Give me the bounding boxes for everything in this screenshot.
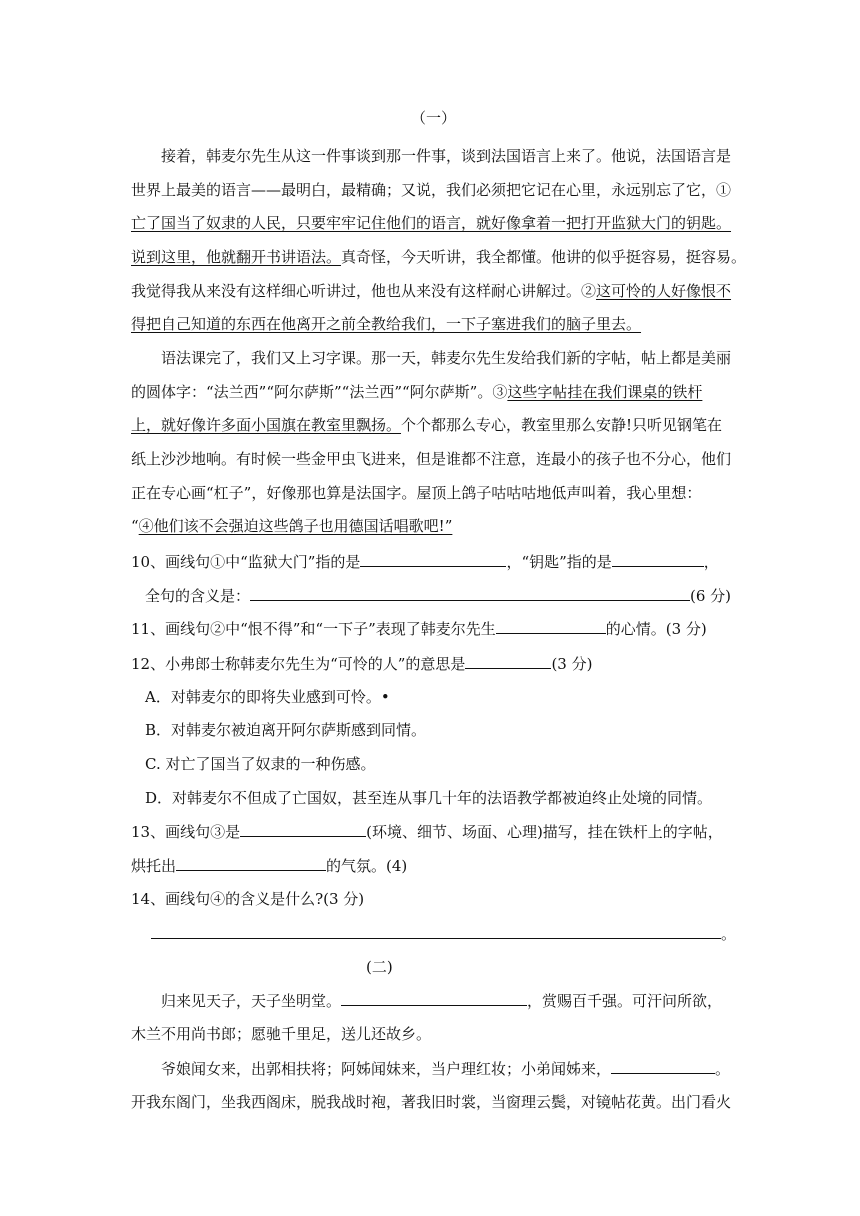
- underlined-sentence-2: 这可怜的人好像恨不: [596, 282, 732, 300]
- score-label: (6 分): [690, 587, 732, 605]
- text-line: 纸上沙沙地响。有时候一些金甲虫飞进来，但是谁都不注意，连最小的孩子也不分心，他们: [131, 450, 732, 468]
- underlined-sentence-4: ④他们该不会强迫这些鸽子也用德国话唱歌吧!”: [138, 517, 453, 535]
- question-text: ，“钥匙”指的是: [506, 553, 612, 571]
- question-text: 11、画线句②中“恨不得”和“一下子”表现了韩麦尔先生: [131, 620, 496, 638]
- question-text: 烘托出: [131, 857, 177, 875]
- section-two-heading: (二): [366, 958, 393, 976]
- question-10: [131, 551, 719, 571]
- section-one-heading: （一）: [411, 109, 457, 127]
- answer-blank[interactable]: [240, 821, 366, 837]
- text-span: 。: [715, 1060, 731, 1078]
- question-text: 13、画线句③是: [131, 823, 241, 841]
- option-b[interactable]: B．对韩麦尔被迫离开阿尔萨斯感到同情。: [145, 721, 427, 739]
- text-span: 真奇怪，今天听讲，我全都懂。他讲的似乎挺容易，挺容易。: [341, 248, 747, 266]
- question-text: 全句的含义是：: [145, 587, 251, 605]
- poem-line: [161, 990, 722, 1010]
- period: 。: [721, 925, 737, 943]
- text-span: 我觉得我从来没有这样细心听讲过，他也从来没有这样耐心讲解过。②: [131, 282, 597, 300]
- question-12: [131, 653, 592, 673]
- underlined-sentence-1-end: 说到这里，他就翻开书讲语法。: [131, 248, 342, 266]
- score-label: (3 分): [551, 655, 593, 673]
- answer-blank[interactable]: [360, 551, 506, 567]
- poem-line: [161, 1058, 730, 1078]
- text-line: 世界上最美的语言——最明白，最精确；又说，我们必须把它记在心里，永远别忘了它，①: [131, 181, 732, 199]
- text-span: 个个都那么专心，教室里那么安静!只听见钢笔在: [401, 416, 723, 434]
- question-text: 的气氛。(4): [326, 857, 408, 875]
- answer-blank[interactable]: [341, 990, 527, 1006]
- answer-blank[interactable]: [496, 618, 606, 634]
- answer-line[interactable]: [151, 938, 721, 939]
- answer-blank[interactable]: [612, 551, 704, 567]
- question-text: ，: [703, 553, 719, 571]
- answer-blank[interactable]: [176, 855, 326, 871]
- text-span: ，赏赐百千强。可汗问所欲，: [527, 992, 723, 1010]
- question-11: [131, 618, 707, 638]
- poem-line: 木兰不用尚书郎；愿驰千里足，送儿还故乡。: [131, 1025, 432, 1043]
- text-span: 爷娘闻女来，出郭相扶将；阿姊闻妹来，当户理红妆；小弟闻姊来，: [161, 1060, 612, 1078]
- text-line: [131, 281, 731, 301]
- question-10-meaning: [145, 585, 731, 605]
- question-14: 14、画线句④的含义是什么?(3 分): [131, 890, 365, 908]
- text-span: 的圆体字：“法兰西”“阿尔萨斯”“法兰西”“阿尔萨斯”。③: [131, 383, 508, 401]
- question-text: 的心情。(3 分): [605, 620, 707, 638]
- text-line: [131, 415, 722, 435]
- text-line: [131, 382, 702, 402]
- underlined-sentence-2-end: 得把自己知道的东西在他离开之前全教给我们，一下子塞进我们的脑子里去。: [131, 315, 642, 333]
- question-text: 10、画线句①中“监狱大门”指的是: [131, 553, 361, 571]
- option-a[interactable]: A．对韩麦尔的即将失业感到可怜。•: [145, 688, 390, 706]
- question-13: [131, 821, 723, 841]
- underlined-sentence-3: 这些字帖挂在我们课桌的铁杆: [507, 383, 703, 401]
- text-line: 正在专心画“杠子”，好像那也算是法国字。屋顶上鸽子咕咕咕地低声叫着，我心里想：: [131, 484, 702, 502]
- text-line: 语法课完了，我们又上习字课。那一天，韩麦尔先生发给我们新的字帖，帖上都是美丽: [161, 349, 732, 367]
- answer-blank[interactable]: [611, 1058, 715, 1074]
- text-line: [131, 516, 452, 536]
- answer-blank[interactable]: [465, 653, 551, 669]
- poem-line: 开我东阁门，坐我西阁床，脱我战时袍，著我旧时裳，当窗理云鬓，对镜帖花黄。出门看火: [131, 1093, 732, 1111]
- question-13-cont: [131, 855, 407, 875]
- text-line: 接着，韩麦尔先生从这一件事谈到那一件事，谈到法国语言上来了。他说，法国语言是: [161, 147, 732, 165]
- text-line: [131, 247, 746, 267]
- text-span: 归来见天子，天子坐明堂。: [161, 992, 342, 1010]
- answer-blank[interactable]: [250, 585, 690, 601]
- underlined-sentence-3-end: 上，就好像许多面小国旗在教室里飘扬。: [131, 416, 402, 434]
- question-text: 12、小弗郎士称韩麦尔先生为“可怜的人”的意思是: [131, 655, 466, 673]
- option-c[interactable]: C. 对亡了国当了奴隶的一种伤感。: [145, 755, 376, 773]
- underlined-sentence-1: 亡了国当了奴隶的人民，只要牢牢记住他们的语言，就好像拿着一把打开监狱大门的钥匙。: [131, 214, 732, 232]
- option-d[interactable]: D．对韩麦尔不但成了亡国奴，甚至连从事几十年的法语教学都被迫终止处境的同情。: [145, 789, 713, 807]
- text-span: “: [131, 517, 139, 535]
- question-text: (环境、细节、场面、心理)描写，挂在铁杆上的字帖，: [366, 823, 723, 841]
